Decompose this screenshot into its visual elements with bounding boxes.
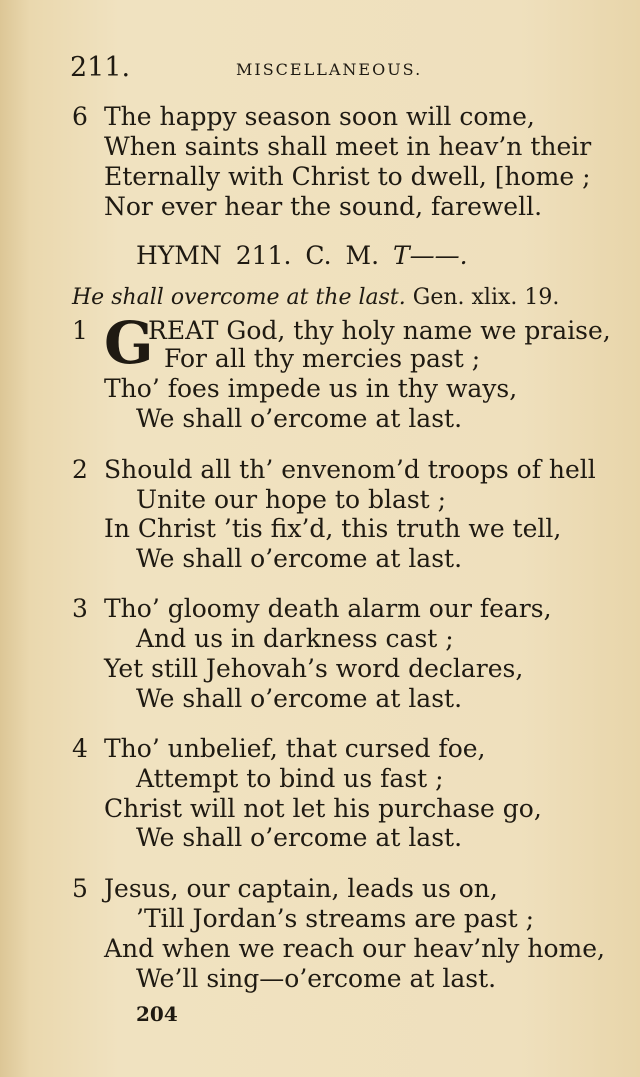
stanza-number: 6 [72, 102, 88, 131]
epigraph-reference: Gen. xlix. 19. [412, 285, 560, 310]
epigraph-text: He shall overcome at the last. [72, 285, 406, 310]
verse-line: Tho’ foes impede us in thy ways, [104, 374, 518, 403]
verse-line: And when we reach our heav’nly home, [104, 934, 605, 963]
page-number: 211. [70, 52, 131, 83]
verse-line: For all thy mercies past ; [164, 344, 481, 373]
stanza-number: 2 [72, 455, 88, 484]
verse-line: In Christ ’tis fix’d, this truth we tell, [104, 514, 562, 543]
verse-line: Tho’ gloomy death alarm our fears, [104, 594, 552, 623]
verse-line: ’Till Jordan’s streams are past ; [136, 904, 535, 933]
stanza-number: 3 [72, 594, 88, 623]
epigraph [72, 285, 559, 310]
verse-line: When saints shall meet in heav’n their [104, 132, 592, 161]
verse-line: We shall o’ercome at last. [136, 404, 463, 433]
verse-line: Unite our hope to blast ; [136, 485, 447, 514]
verse-line: We shall o’ercome at last. [136, 823, 463, 852]
signature-mark: 204 [136, 1002, 178, 1026]
drop-cap: G [104, 309, 154, 377]
verse-line: Tho’ unbelief, that cursed foe, [104, 734, 486, 763]
verse-line: Nor ever hear the sound, farewell. [104, 192, 543, 221]
page-header [70, 52, 610, 88]
hymn-tune: T——. [392, 241, 468, 270]
verse-line: Attempt to bind us fast ; [136, 764, 444, 793]
verse-line: REAT God, thy holy name we praise, [148, 316, 611, 345]
hymn-title [136, 241, 468, 270]
verse-line: The happy season soon will come, [104, 102, 535, 131]
stanza-number: 4 [72, 734, 88, 763]
verse-line: We’ll sing—o’ercome at last. [136, 964, 497, 993]
verse-line: We shall o’ercome at last. [136, 684, 463, 713]
verse-line: And us in darkness cast ; [136, 624, 454, 653]
verse-line: Yet still Jehovah’s word declares, [104, 654, 524, 683]
verse-line: We shall o’ercome at last. [136, 544, 463, 573]
running-head: MISCELLANEOUS. [236, 60, 423, 79]
stanza-number: 1 [72, 316, 88, 345]
verse-line: Eternally with Christ to dwell, [home ; [104, 162, 591, 191]
verse-line: Christ will not let his purchase go, [104, 794, 542, 823]
verse-line: Jesus, our captain, leads us on, [104, 874, 498, 903]
stanza-number: 5 [72, 874, 88, 903]
verse-line: Should all th’ envenom’d troops of hell [104, 455, 596, 484]
hymn-title-main: HYMN 211. C. M. [136, 241, 380, 270]
